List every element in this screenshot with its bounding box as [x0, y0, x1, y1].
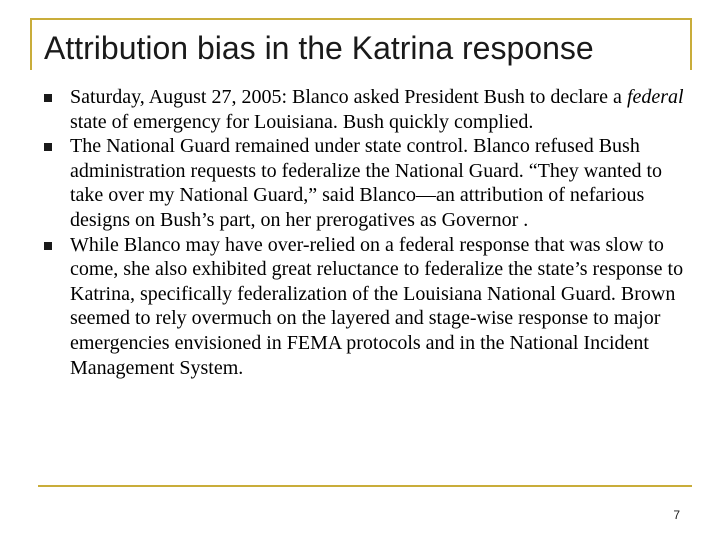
bullet-item-3: [44, 233, 684, 381]
frame-left-rule: [30, 18, 32, 70]
bullet-2-text: The National Guard remained under state control. Blanco refused Bush administration requests to federalize the National Guard. “They wanted to take over my National Guard,” said Blanco—an attribution of nefarious designs on Bush’s part, on her prerogatives as Governor .: [70, 135, 663, 231]
square-bullet-icon: [44, 242, 52, 250]
frame-right-rule: [690, 18, 692, 70]
frame-bottom-rule: [38, 485, 692, 487]
bullet-item-1: [44, 85, 684, 134]
bullet-item-2: [44, 134, 684, 232]
frame-top-rule: [30, 18, 692, 20]
bullet-1-emphasis: federal: [626, 86, 684, 108]
bullet-1-text-after: state of emergency for Louisiana. Bush quickly complied.: [70, 110, 534, 133]
bullet-list: [44, 85, 684, 380]
slide-title: Attribution bias in the Katrina response: [44, 30, 594, 66]
bullet-3-text: While Blanco may have over-relied on a federal response that was slow to come, she also exhibited great reluctance to federalize the state’s response to Katrina, specifically federalization of the Louisiana National Guard. Brown seemed to rely overmuch on the layered and stage-wise response to major emergencies envisioned in FEMA protocols and in the National Incident Management System.: [70, 233, 684, 379]
page-number: 7: [673, 508, 680, 522]
square-bullet-icon: [44, 94, 52, 102]
bullet-1-text-before: Saturday, August 27, 2005: Blanco asked President Bush to declare a: [70, 86, 627, 108]
square-bullet-icon: [44, 143, 52, 151]
